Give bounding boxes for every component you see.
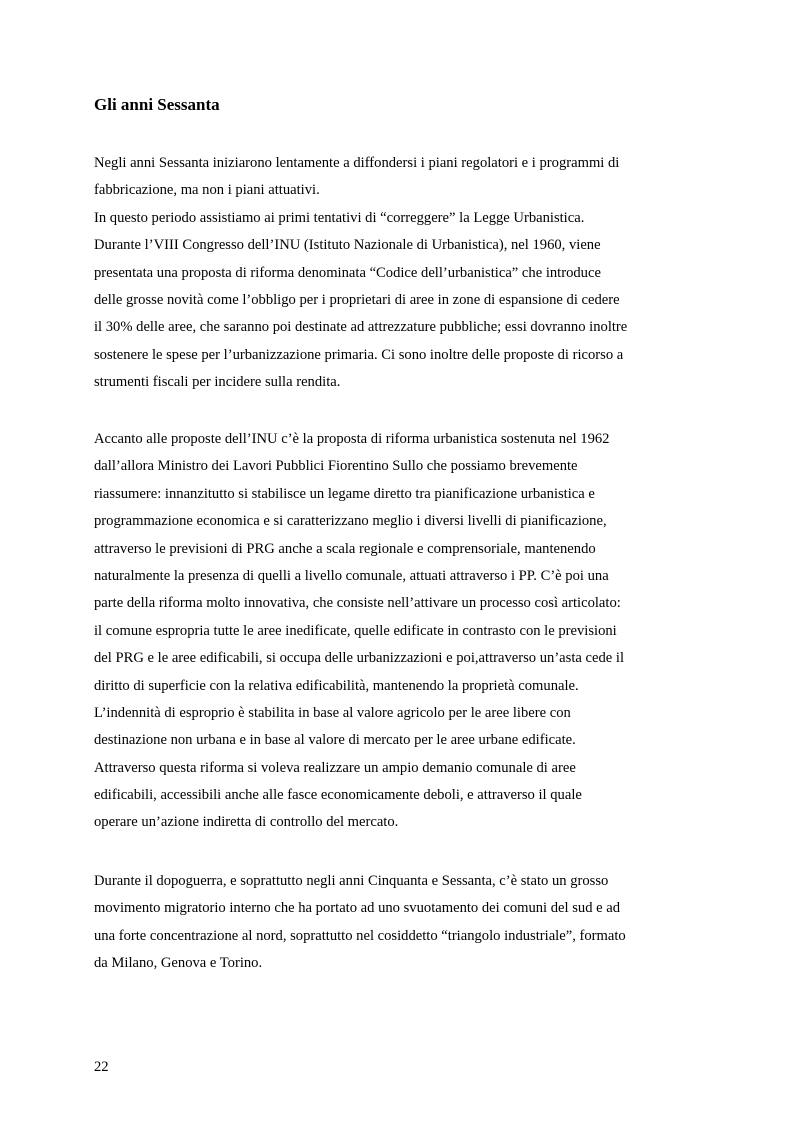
paragraph-3: [94, 868, 694, 978]
text-line: il comune espropria tutte le aree inedificate, quelle edificate in contrasto con le previsioni: [94, 622, 617, 639]
text-line: sostenere le spese per l’urbanizzazione primaria. Ci sono inoltre delle proposte di ricorso a: [94, 346, 624, 363]
text-line: fabbricazione, ma non i piani attuativi.: [94, 182, 320, 199]
text-line: riassumere: innanzitutto si stabilisce un legame diretto tra pianificazione urbanistica e: [94, 485, 595, 502]
text-line: del PRG e le aree edificabili, si occupa delle urbanizzazioni e poi,attraverso un’asta cede il: [94, 650, 625, 667]
text-line: destinazione non urbana e in base al valore di mercato per le aree urbane edificate.: [94, 732, 576, 749]
text-line: movimento migratorio interno che ha portato ad uno svuotamento dei comuni del sud e ad: [94, 900, 621, 917]
text-line: il 30% delle aree, che saranno poi destinate ad attrezzature pubbliche; essi dovranno inoltre: [94, 319, 628, 336]
paragraph-1: [94, 150, 694, 397]
text-line: attraverso le previsioni di PRG anche a scala regionale e comprensoriale, mantenendo: [94, 540, 596, 557]
text-line: Negli anni Sessanta iniziarono lentamente a diffondersi i piani regolatori e i programmi di: [94, 155, 620, 171]
text-line: operare un’azione indiretta di controllo del mercato.: [94, 814, 399, 831]
text-line: presentata una proposta di riforma denominata “Codice dell’urbanistica” che introduce: [94, 264, 601, 281]
text-line: parte della riforma molto innovativa, che consiste nell’attivare un processo così articolato:: [94, 595, 621, 612]
text-line: Durante il dopoguerra, e soprattutto negli anni Cinquanta e Sessanta, c’è stato un grosso: [94, 873, 609, 889]
text-line: strumenti fiscali per incidere sulla rendita.: [94, 374, 341, 391]
text-line: L’indennità di esproprio è stabilita in base al valore agricolo per le aree libere con: [94, 704, 571, 721]
text-line: Durante l’VIII Congresso dell’INU (Istituto Nazionale di Urbanistica), nel 1960, viene: [94, 237, 601, 254]
text-line: naturalmente la presenza di quelli a livello comunale, attuati attraverso i PP. C’è poi una: [94, 567, 609, 584]
section-heading: Gli anni Sessanta: [94, 95, 220, 114]
text-line: Accanto alle proposte dell’INU c’è la proposta di riforma urbanistica sostenuta nel 1962: [94, 431, 610, 447]
text-line: diritto di superficie con la relativa edificabilità, mantenendo la proprietà comunale.: [94, 677, 579, 694]
text-line: da Milano, Genova e Torino.: [94, 955, 263, 972]
text-line: In questo periodo assistiamo ai primi tentativi di “correggere” la Legge Urbanistica.: [94, 209, 585, 226]
text-line: edificabili, accessibili anche alle fasce economicamente deboli, e attraverso il quale: [94, 787, 582, 804]
text-line: programmazione economica e si caratterizzano meglio i diversi livelli di pianificazione,: [94, 513, 607, 530]
paragraph-2: [94, 426, 694, 837]
text-line: una forte concentrazione al nord, soprattutto nel cosiddetto “triangolo industriale”, formato: [94, 927, 626, 944]
text-line: delle grosse novità come l’obbligo per i proprietari di aree in zone di espansione di cedere: [94, 291, 620, 308]
text-line: dall’allora Ministro dei Lavori Pubblici Fiorentino Sullo che possiamo brevemente: [94, 458, 578, 475]
page-number: 22: [94, 1059, 109, 1075]
text-line: Attraverso questa riforma si voleva realizzare un ampio demanio comunale di aree: [94, 759, 576, 776]
